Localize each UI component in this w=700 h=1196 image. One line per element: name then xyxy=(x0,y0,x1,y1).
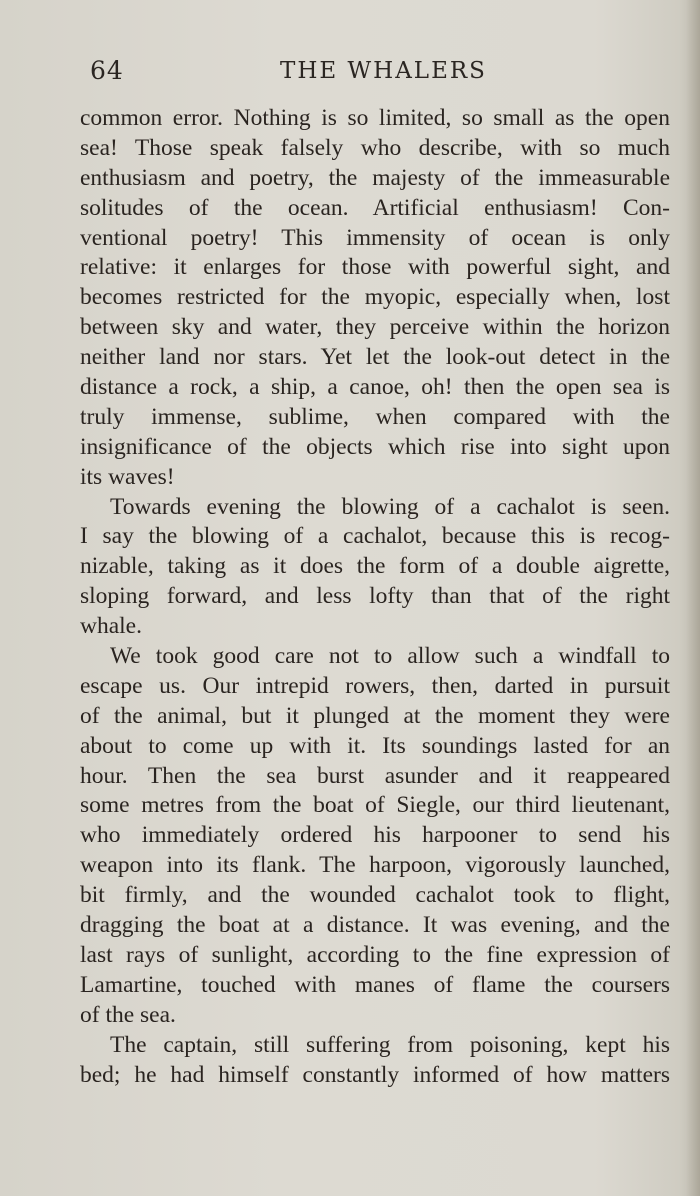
text-line: bit firmly, and the wounded cachalot took to flight, xyxy=(80,882,670,909)
text-line: We took good care not to allow such a windfall to xyxy=(110,643,670,670)
text-line: nizable, taking as it does the form of a double aigrette, xyxy=(80,553,670,580)
text-line: sloping forward, and less lofty than that of the right xyxy=(80,583,670,610)
text-line: Towards evening the blowing of a cachalot is seen. xyxy=(110,493,670,520)
running-head: THE WHALERS xyxy=(280,58,487,84)
text-line: whale. xyxy=(80,613,142,640)
text-line: insignificance of the objects which rise into sight upon xyxy=(80,433,670,460)
text-line: The captain, still suffering from poisoning, kept his xyxy=(110,1031,670,1058)
text-line: bed; he had himself constantly informed of how matters xyxy=(80,1061,670,1088)
text-line: about to come up with it. Its soundings lasted for an xyxy=(80,732,670,759)
text-line: Lamartine, touched with manes of flame the coursers xyxy=(80,971,670,998)
text-line: its waves! xyxy=(80,463,175,490)
text-line: becomes restricted for the myopic, especially when, lost xyxy=(80,284,670,311)
text-line: solitudes of the ocean. Artificial enthusiasm! Con- xyxy=(80,194,670,221)
text-line: some metres from the boat of Siegle, our third lieutenant, xyxy=(80,792,670,819)
text-line: dragging the boat at a distance. It was evening, and the xyxy=(80,912,670,939)
text-line: last rays of sunlight, according to the fine expression of xyxy=(80,941,670,968)
text-line: sea! Those speak falsely who describe, with so much xyxy=(80,134,670,161)
text-line: hour. Then the sea burst asunder and it reappeared xyxy=(80,762,670,789)
page-number: 64 xyxy=(90,56,124,85)
text-line: of the animal, but it plunged at the moment they were xyxy=(80,702,670,729)
text-line: I say the blowing of a cachalot, because this is recog- xyxy=(80,523,670,550)
text-line: of the sea. xyxy=(80,1001,176,1028)
text-line: relative: it enlarges for those with powerful sight, and xyxy=(80,254,670,281)
text-line: neither land nor stars. Yet let the look-out detect in the xyxy=(80,344,670,371)
text-line: escape us. Our intrepid rowers, then, darted in pursuit xyxy=(80,672,670,699)
text-line: enthusiasm and poetry, the majesty of the immeasurable xyxy=(80,164,670,191)
page-edge-shadow xyxy=(686,0,700,1196)
text-line: truly immense, sublime, when compared with the xyxy=(80,403,670,430)
text-line: who immediately ordered his harpooner to send his xyxy=(80,822,670,849)
body-text xyxy=(80,104,670,1090)
text-line: between sky and water, they perceive within the horizon xyxy=(80,314,670,341)
text-line: distance a rock, a ship, a canoe, oh! then the open sea is xyxy=(80,374,670,401)
text-line: weapon into its flank. The harpoon, vigorously launched, xyxy=(80,852,670,879)
page-header xyxy=(90,56,670,92)
text-line: common error. Nothing is so limited, so small as the open xyxy=(80,105,670,131)
text-line: ventional poetry! This immensity of ocean is only xyxy=(80,224,670,251)
